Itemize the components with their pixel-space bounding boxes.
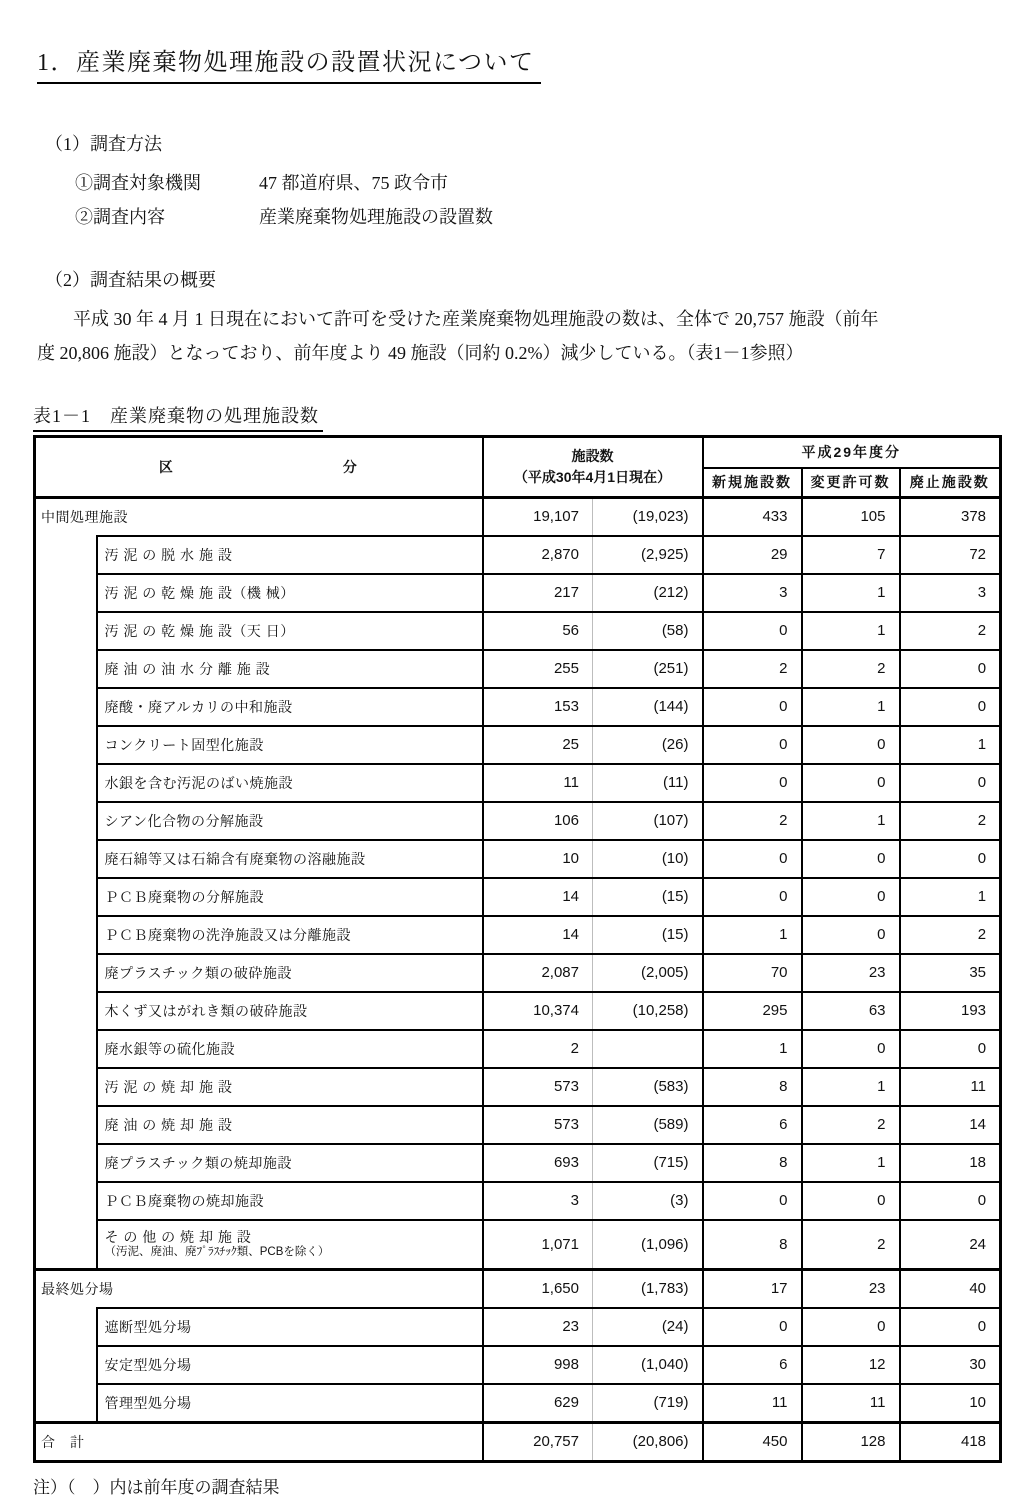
section-2-heading: （2）調査結果の概要 [45, 270, 216, 290]
table-row [35, 688, 1001, 726]
prev-count-cell: (15) [593, 878, 703, 916]
category-cell: 廃石綿等又は石綿含有廃棄物の溶融施設 [97, 840, 483, 878]
prev-count-cell [593, 1030, 703, 1068]
abolish-cell: 0 [900, 840, 1001, 878]
abolish-cell: 40 [900, 1269, 1001, 1308]
category-cell: ＰＣＢ廃棄物の焼却施設 [97, 1182, 483, 1220]
prev-count-cell: (589) [593, 1106, 703, 1144]
prev-count-cell: (144) [593, 688, 703, 726]
category-cell: 管理型処分場 [97, 1384, 483, 1423]
abolish-cell: 0 [900, 688, 1001, 726]
table-row [35, 1182, 1001, 1220]
count-cell: 693 [483, 1144, 593, 1182]
new-cell: 1 [703, 916, 802, 954]
abolish-cell: 0 [900, 764, 1001, 802]
count-cell: 998 [483, 1346, 593, 1384]
abolish-cell: 35 [900, 954, 1001, 992]
table-row [35, 612, 1001, 650]
table-footnote: 注）（ ）内は前年度の調査結果 [33, 1477, 280, 1497]
category-cell: 汚 泥 の 脱 水 施 設 [97, 536, 483, 574]
new-cell: 8 [703, 1144, 802, 1182]
count-cell: 23 [483, 1308, 593, 1346]
abolish-cell: 1 [900, 726, 1001, 764]
category-cell: コンクリート固型化施設 [97, 726, 483, 764]
category-cell: 汚 泥 の 乾 燥 施 設（機 械） [97, 574, 483, 612]
category-cell: 廃水銀等の硫化施設 [97, 1030, 483, 1068]
category-cell: 合 計 [35, 1422, 483, 1461]
header-fy29-group: 平成29年度分 [703, 437, 1001, 468]
prev-count-cell: (251) [593, 650, 703, 688]
table-row [35, 916, 1001, 954]
change-cell: 1 [802, 612, 900, 650]
category-cell: 中間処理施設 [35, 497, 483, 536]
table-row [35, 1346, 1001, 1384]
prev-count-cell: (107) [593, 802, 703, 840]
indent-cell [35, 536, 97, 574]
table-row [35, 1030, 1001, 1068]
table-row [35, 536, 1001, 574]
indent-cell [35, 764, 97, 802]
indent-cell [35, 688, 97, 726]
section-1-heading: （1）調査方法 [45, 134, 162, 154]
count-cell: 255 [483, 650, 593, 688]
change-cell: 2 [802, 1220, 900, 1270]
abolish-cell: 0 [900, 1308, 1001, 1346]
new-cell: 433 [703, 497, 802, 536]
header-abolished-facilities: 廃止施設数 [900, 468, 1001, 498]
change-cell: 12 [802, 1346, 900, 1384]
category-cell [97, 1220, 483, 1270]
category-cell: 廃プラスチック類の破砕施設 [97, 954, 483, 992]
count-cell: 25 [483, 726, 593, 764]
table-row [35, 764, 1001, 802]
abolish-cell: 2 [900, 802, 1001, 840]
new-cell: 6 [703, 1346, 802, 1384]
table-row [35, 1269, 1001, 1308]
table-row [35, 1068, 1001, 1106]
indent-cell [35, 1384, 97, 1423]
prev-count-cell: (715) [593, 1144, 703, 1182]
indent-cell [35, 916, 97, 954]
new-cell: 3 [703, 574, 802, 612]
indent-cell [35, 840, 97, 878]
change-cell: 2 [802, 1106, 900, 1144]
indent-cell [35, 612, 97, 650]
change-cell: 7 [802, 536, 900, 574]
change-cell: 0 [802, 1182, 900, 1220]
summary-paragraph [37, 302, 1001, 370]
count-cell: 573 [483, 1106, 593, 1144]
category-cell: 廃酸・廃アルカリの中和施設 [97, 688, 483, 726]
change-cell: 0 [802, 916, 900, 954]
table-row [35, 840, 1001, 878]
category-cell: 汚 泥 の 乾 燥 施 設（天 日） [97, 612, 483, 650]
abolish-cell: 72 [900, 536, 1001, 574]
change-cell: 128 [802, 1422, 900, 1461]
category-line-2: （汚泥、廃油、廃ﾌﾟﾗｽﾁｯｸ類、PCBを除く） [104, 1246, 330, 1259]
count-cell: 10,374 [483, 992, 593, 1030]
abolish-cell: 2 [900, 612, 1001, 650]
abolish-cell: 11 [900, 1068, 1001, 1106]
category-cell: 汚 泥 の 焼 却 施 設 [97, 1068, 483, 1106]
change-cell: 0 [802, 1308, 900, 1346]
indent-cell [35, 1182, 97, 1220]
change-cell: 105 [802, 497, 900, 536]
count-cell: 1,071 [483, 1220, 593, 1270]
table-row [35, 992, 1001, 1030]
category-cell: 水銀を含む汚泥のばい焼施設 [97, 764, 483, 802]
prev-count-cell: (583) [593, 1068, 703, 1106]
count-cell: 10 [483, 840, 593, 878]
abolish-cell: 30 [900, 1346, 1001, 1384]
survey-target-label: ①調査対象機関 [75, 173, 201, 193]
table-row [35, 726, 1001, 764]
change-cell: 1 [802, 802, 900, 840]
abolish-cell: 2 [900, 916, 1001, 954]
new-cell: 17 [703, 1269, 802, 1308]
count-cell: 217 [483, 574, 593, 612]
page-title: 1．産業廃棄物処理施設の設置状況について [37, 42, 541, 84]
count-cell: 2 [483, 1030, 593, 1068]
abolish-cell: 0 [900, 650, 1001, 688]
new-cell: 1 [703, 1030, 802, 1068]
new-cell: 295 [703, 992, 802, 1030]
new-cell: 0 [703, 726, 802, 764]
category-cell: 遮断型処分場 [97, 1308, 483, 1346]
change-cell: 0 [802, 840, 900, 878]
count-cell: 3 [483, 1182, 593, 1220]
prev-count-cell: (19,023) [593, 497, 703, 536]
table-row [35, 1384, 1001, 1423]
count-cell: 106 [483, 802, 593, 840]
header-facility-count-date: （平成30年4月1日現在） [513, 468, 672, 485]
change-cell: 1 [802, 688, 900, 726]
header-category-left: 区 [158, 458, 175, 475]
summary-line-1: 平成 30 年 4 月 1 日現在において許可を受けた産業廃棄物処理施設の数は、全体で 20,757 施設（前年 [73, 309, 879, 329]
new-cell: 8 [703, 1220, 802, 1270]
prev-count-cell: (1,783) [593, 1269, 703, 1308]
abolish-cell: 1 [900, 878, 1001, 916]
new-cell: 450 [703, 1422, 802, 1461]
abolish-cell: 24 [900, 1220, 1001, 1270]
survey-content-value: 産業廃棄物処理施設の設置数 [259, 207, 493, 227]
abolish-cell: 0 [900, 1030, 1001, 1068]
change-cell: 0 [802, 764, 900, 802]
new-cell: 0 [703, 612, 802, 650]
new-cell: 0 [703, 1308, 802, 1346]
table-body [35, 497, 1001, 1461]
change-cell: 1 [802, 1144, 900, 1182]
new-cell: 0 [703, 1182, 802, 1220]
table-row [35, 802, 1001, 840]
category-cell: ＰＣＢ廃棄物の洗浄施設又は分離施設 [97, 916, 483, 954]
table-row [35, 1220, 1001, 1270]
category-cell: 廃 油 の 油 水 分 離 施 設 [97, 650, 483, 688]
count-cell: 1,650 [483, 1269, 593, 1308]
abolish-cell: 378 [900, 497, 1001, 536]
category-cell: 廃 油 の 焼 却 施 設 [97, 1106, 483, 1144]
prev-count-cell: (2,005) [593, 954, 703, 992]
category-cell: ＰＣＢ廃棄物の分解施設 [97, 878, 483, 916]
prev-count-cell: (10) [593, 840, 703, 878]
prev-count-cell: (719) [593, 1384, 703, 1423]
table-row [35, 574, 1001, 612]
category-cell: 木くず又はがれき類の破砕施設 [97, 992, 483, 1030]
table-row [35, 1308, 1001, 1346]
category-line-1: そ の 他 の 焼 却 施 設 [104, 1228, 252, 1245]
header-facility-count [483, 437, 703, 498]
abolish-cell: 3 [900, 574, 1001, 612]
new-cell: 11 [703, 1384, 802, 1423]
indent-cell [35, 1144, 97, 1182]
prev-count-cell: (20,806) [593, 1422, 703, 1461]
prev-count-cell: (15) [593, 916, 703, 954]
change-cell: 1 [802, 1068, 900, 1106]
change-cell: 23 [802, 954, 900, 992]
survey-target-row [75, 166, 1003, 200]
prev-count-cell: (1,040) [593, 1346, 703, 1384]
change-cell: 0 [802, 1030, 900, 1068]
new-cell: 0 [703, 840, 802, 878]
prev-count-cell: (3) [593, 1182, 703, 1220]
prev-count-cell: (212) [593, 574, 703, 612]
indent-cell [35, 574, 97, 612]
new-cell: 8 [703, 1068, 802, 1106]
survey-target-value: 47 都道府県、75 政令市 [259, 173, 448, 193]
indent-cell [35, 1308, 97, 1346]
summary-line-2: 度 20,806 施設）となっており、前年度より 49 施設（同約 0.2%）減少している。（表1－1参照） [37, 343, 804, 363]
prev-count-cell: (10,258) [593, 992, 703, 1030]
count-cell: 19,107 [483, 497, 593, 536]
count-cell: 2,087 [483, 954, 593, 992]
facility-table [33, 435, 1002, 1463]
indent-cell [35, 1346, 97, 1384]
indent-cell [35, 878, 97, 916]
new-cell: 2 [703, 650, 802, 688]
count-cell: 2,870 [483, 536, 593, 574]
header-category-right: 分 [342, 458, 359, 475]
abolish-cell: 10 [900, 1384, 1001, 1423]
category-cell: シアン化合物の分解施設 [97, 802, 483, 840]
table-row [35, 1144, 1001, 1182]
header-changed-permits: 変更許可数 [802, 468, 900, 498]
abolish-cell: 0 [900, 1182, 1001, 1220]
survey-content-row [75, 200, 1003, 234]
change-cell: 63 [802, 992, 900, 1030]
new-cell: 0 [703, 878, 802, 916]
new-cell: 2 [703, 802, 802, 840]
header-category [35, 437, 483, 498]
category-cell: 最終処分場 [35, 1269, 483, 1308]
count-cell: 153 [483, 688, 593, 726]
indent-cell [35, 1030, 97, 1068]
new-cell: 29 [703, 536, 802, 574]
count-cell: 573 [483, 1068, 593, 1106]
count-cell: 56 [483, 612, 593, 650]
indent-cell [35, 1106, 97, 1144]
count-cell: 20,757 [483, 1422, 593, 1461]
table-row [35, 650, 1001, 688]
new-cell: 0 [703, 688, 802, 726]
change-cell: 0 [802, 878, 900, 916]
table-header [35, 437, 1001, 498]
header-facility-count-title: 施設数 [571, 448, 614, 465]
indent-cell [35, 726, 97, 764]
prev-count-cell: (2,925) [593, 536, 703, 574]
count-cell: 629 [483, 1384, 593, 1423]
table-row [35, 1106, 1001, 1144]
abolish-cell: 418 [900, 1422, 1001, 1461]
prev-count-cell: (26) [593, 726, 703, 764]
header-new-facilities: 新規施設数 [703, 468, 802, 498]
indent-cell [35, 954, 97, 992]
indent-cell [35, 1220, 97, 1270]
table-caption: 表1－1 産業廃棄物の処理施設数 [33, 402, 323, 432]
indent-cell [35, 1068, 97, 1106]
indent-cell [35, 650, 97, 688]
new-cell: 70 [703, 954, 802, 992]
change-cell: 1 [802, 574, 900, 612]
new-cell: 0 [703, 764, 802, 802]
abolish-cell: 193 [900, 992, 1001, 1030]
table-row [35, 497, 1001, 536]
category-cell: 廃プラスチック類の焼却施設 [97, 1144, 483, 1182]
table-row [35, 954, 1001, 992]
table-row [35, 878, 1001, 916]
prev-count-cell: (58) [593, 612, 703, 650]
change-cell: 11 [802, 1384, 900, 1423]
table-row-total [35, 1422, 1001, 1461]
count-cell: 14 [483, 916, 593, 954]
change-cell: 23 [802, 1269, 900, 1308]
prev-count-cell: (24) [593, 1308, 703, 1346]
prev-count-cell: (11) [593, 764, 703, 802]
abolish-cell: 14 [900, 1106, 1001, 1144]
category-cell: 安定型処分場 [97, 1346, 483, 1384]
change-cell: 2 [802, 650, 900, 688]
prev-count-cell: (1,096) [593, 1220, 703, 1270]
count-cell: 14 [483, 878, 593, 916]
survey-content-label: ②調査内容 [75, 207, 165, 227]
abolish-cell: 18 [900, 1144, 1001, 1182]
count-cell: 11 [483, 764, 593, 802]
change-cell: 0 [802, 726, 900, 764]
indent-cell [35, 992, 97, 1030]
new-cell: 6 [703, 1106, 802, 1144]
indent-cell [35, 802, 97, 840]
